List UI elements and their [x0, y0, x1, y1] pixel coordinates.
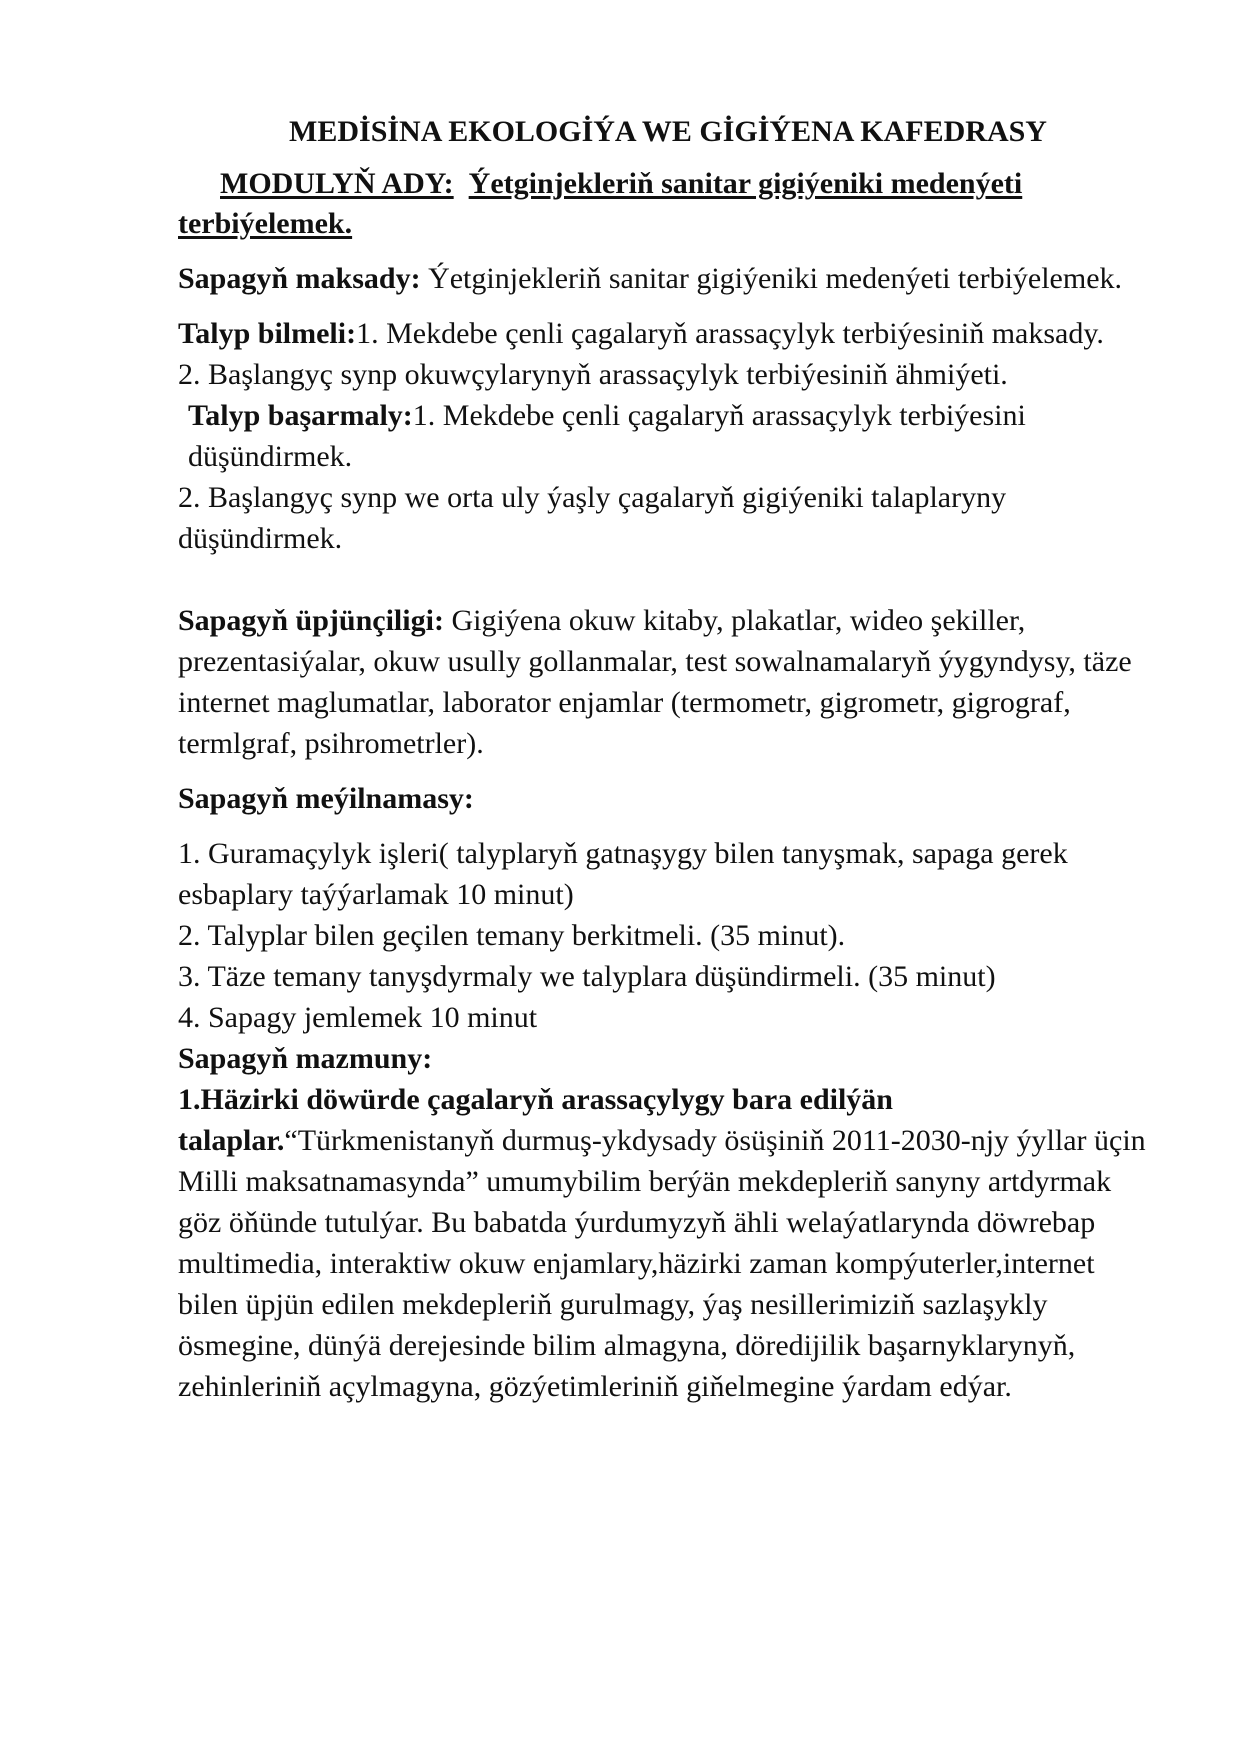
equipment-label: Sapagyň üpjünçiligi:: [178, 604, 444, 637]
content-paragraph: [178, 1079, 1158, 1407]
achieve-label: Talyp başarmaly:: [188, 399, 413, 432]
content-section-title: 1.Häzirki döwürde çagalaryň arassaçylygy bara edilýän talaplar.: [178, 1083, 893, 1157]
module-label: MODULYŇ ADY:: [220, 167, 454, 200]
know-item: 1. Mekdebe çenli çagalaryň arassaçylyk terbiýesiniň maksady.: [356, 317, 1104, 350]
know-label: Talyp bilmeli:: [178, 317, 357, 350]
know-item: 2. Başlangyç synp okuwçylarynyň arassaçylyk terbiýesiniň ähmiýeti.: [178, 358, 1008, 391]
goal-label: Sapagyň maksady:: [178, 262, 421, 295]
content-label: Sapagyň mazmuny:: [178, 1042, 433, 1075]
equipment-text: Gigiýena okuw kitaby, plakatlar, wideo şekiller, prezentasiýalar, okuw usully gollanmalar, test sowalnamalaryň ýygyndysy, täze internet maglumatlar, laborator enjamlar (termometr, gigrometr, gigrograf, termlgraf, psihrometrler).: [178, 604, 1132, 760]
module-title: Ýetginjekleriň sanitar gigiýeniki medenýeti terbiýelemek.: [178, 167, 1023, 240]
department-title: MEDİSİNA EKOLOGİÝA WE GİGİÝENA KAFEDRASY: [289, 115, 1047, 148]
module-name: [178, 164, 1158, 244]
know-paragraph: [178, 313, 1158, 354]
plan-label: Sapagyň meýilnamasy:: [178, 782, 474, 815]
goal-paragraph: [178, 258, 1158, 299]
goal-text: Ýetginjekleriň sanitar gigiýeniki medenýeti terbiýelemek.: [420, 262, 1123, 295]
plan-item: 3. Täze temany tanyşdyrmaly we talyplara düşündirmeli. (35 minut): [178, 960, 996, 993]
achieve-item: 2. Başlangyç synp we orta uly ýaşly çagalaryň gigiýeniki talaplaryny düşündirmek.: [178, 481, 1007, 555]
document-body: [178, 112, 1158, 1407]
achieve-paragraph: [178, 395, 1158, 477]
plan-item: 2. Talyplar bilen geçilen temany berkitmeli. (35 minut).: [178, 919, 846, 952]
plan-item: 4. Sapagy jemlemek 10 minut: [178, 1001, 538, 1034]
content-text: “Türkmenistanyň durmuş-ykdysady ösüşiniň 2011-2030-njy ýyllar üçin Milli maksatnamasynda” umumybilim berýän mekdepleriň sanyny artdyrmak göz öňünde tutulýar. Bu babatda ýurdumyzyň ähli welaýatlarynda döwrebap multimedia, interaktiw okuw enjamlary,häzirki zaman kompýuterler,internet bilen üpjün edilen mekdepleriň gurulmagy, ýaş nesillerimiziň sazlaşykly ösmegine, dünýä derejesinde bilim almagyna, döredijilik başarnyklarynyň, zehinleriniň açylmagyna, gözýetimleriniň giňelmegine ýardam edýar.: [178, 1124, 1146, 1403]
plan-item: 1. Guramaçylyk işleri( talyplaryň gatnaşygy bilen tanyşmak, sapaga gerek esbaplary taýýarlamak 10 minut): [178, 837, 1068, 911]
achieve-item: 1. Mekdebe çenli çagalaryň arassaçylyk terbiýesini düşündirmek.: [188, 399, 1026, 473]
equipment-paragraph: [178, 600, 1158, 764]
